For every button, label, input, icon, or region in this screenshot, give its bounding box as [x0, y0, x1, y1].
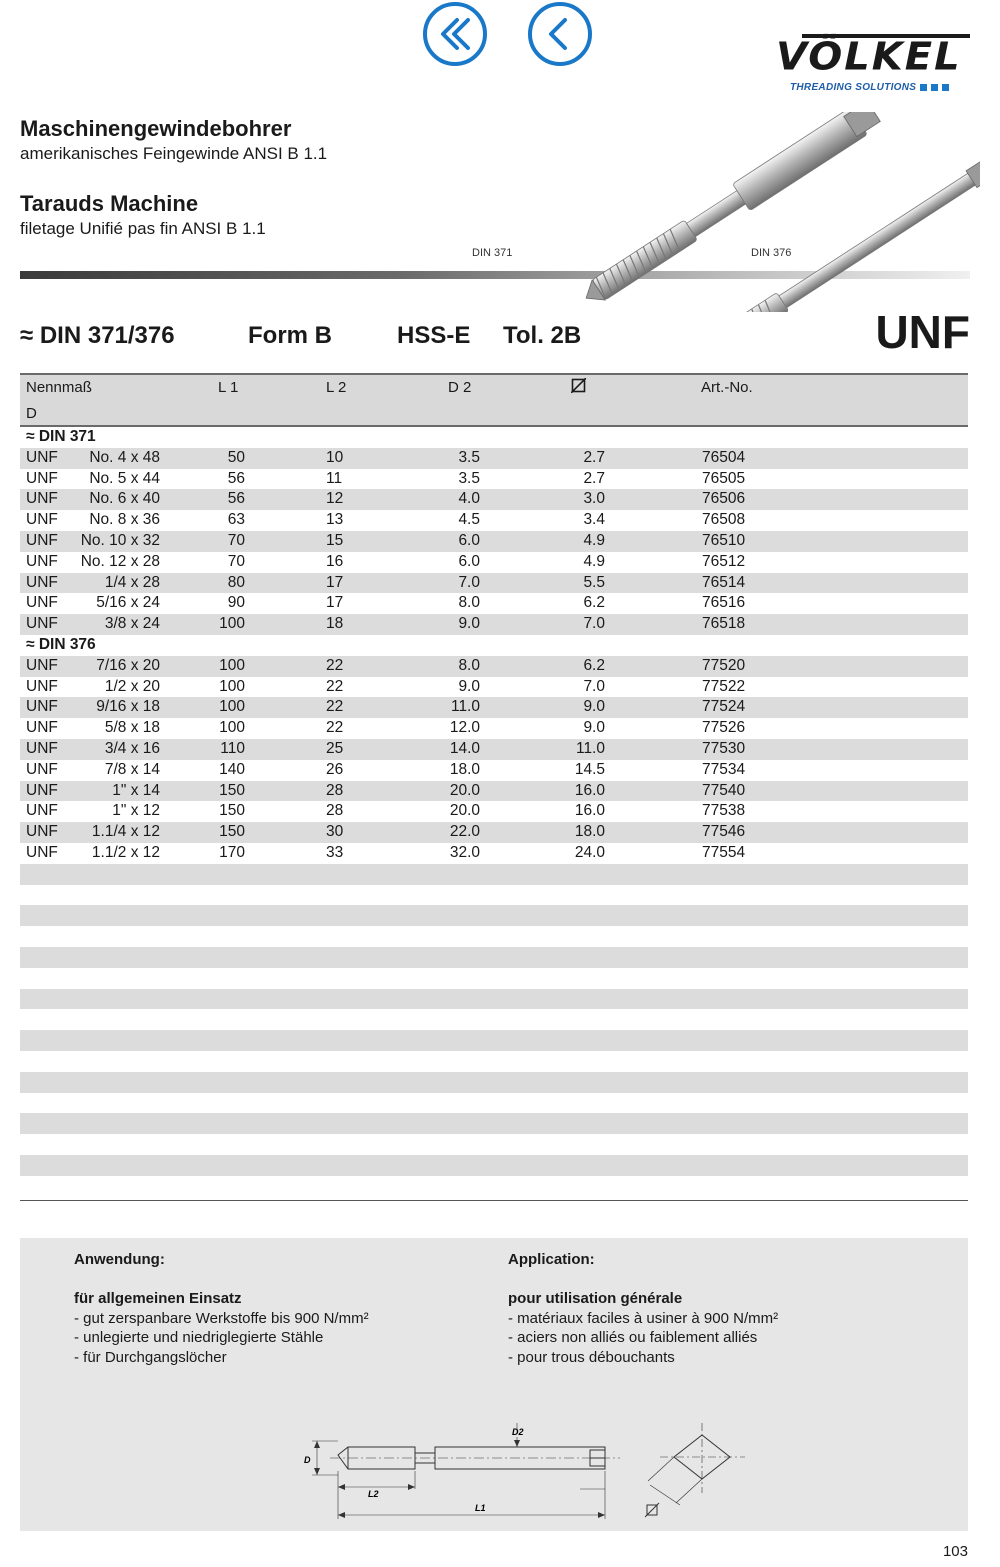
- row-d2: 22.0: [449, 823, 480, 841]
- table-row: [20, 448, 968, 469]
- row-l2: 26: [326, 760, 344, 778]
- table-row: [20, 739, 968, 760]
- chevron-left-icon: [540, 14, 580, 54]
- row-d2: 8.0: [458, 656, 480, 674]
- row-square: 4.9: [583, 552, 605, 570]
- row-d2: 11.0: [450, 698, 480, 716]
- table-row: [20, 510, 968, 531]
- spec-form: Form B: [248, 322, 332, 349]
- row-prefix: UNF: [26, 823, 58, 841]
- table-row: [20, 718, 968, 739]
- tap-label-din-376: DIN 376: [751, 247, 792, 259]
- row-square: 24.0: [574, 843, 605, 861]
- row-l2: 22: [326, 719, 344, 737]
- row-square: 11.0: [575, 739, 605, 757]
- empty-row: [20, 864, 968, 885]
- row-prefix: UNF: [26, 511, 58, 529]
- row-l2: 22: [326, 698, 344, 716]
- logo-tagline-text: THREADING SOLUTIONS: [790, 82, 917, 93]
- application-box: [20, 1238, 968, 1531]
- row-art-no: 77526: [702, 719, 746, 737]
- group-label: ≈ DIN 371: [26, 428, 96, 445]
- row-square: 2.7: [583, 469, 605, 487]
- first-page-button[interactable]: [423, 2, 487, 66]
- row-d2: 3.5: [458, 469, 480, 487]
- group-label: ≈ DIN 376: [26, 635, 96, 653]
- row-square: 3.4: [583, 511, 605, 529]
- row-l2: 30: [326, 823, 344, 841]
- row-square: 16.0: [574, 781, 605, 799]
- row-square: 9.0: [583, 719, 605, 737]
- empty-row: [20, 905, 968, 926]
- empty-row: [20, 1093, 968, 1114]
- row-d2: 9.0: [458, 615, 480, 633]
- row-d2: 6.0: [458, 531, 480, 549]
- row-l1: 70: [227, 552, 245, 570]
- application-fr-subheading: pour utilisation générale: [508, 1290, 683, 1307]
- tap-illustration: [470, 112, 980, 312]
- application-de-item: - unlegierte und niedriglegierte Stähle: [74, 1329, 324, 1346]
- row-art-no: 76516: [702, 594, 746, 612]
- row-art-no: 77534: [702, 760, 746, 778]
- header-d2: D 2: [448, 379, 472, 396]
- table-row: [20, 843, 968, 864]
- thread-type-label: UNF: [875, 306, 970, 358]
- application-de-subheading: für allgemeinen Einsatz: [74, 1290, 242, 1307]
- row-prefix: UNF: [26, 615, 58, 633]
- subtitle-fr: filetage Unifié pas fin ANSI B 1.1: [20, 219, 266, 238]
- row-art-no: 76505: [702, 469, 746, 487]
- table-row: [20, 573, 968, 594]
- application-de-item: - für Durchgangslöcher: [74, 1348, 227, 1366]
- row-art-no: 77540: [702, 781, 746, 799]
- drawing-label-d2: D2: [512, 1427, 524, 1437]
- group-row: [20, 635, 968, 656]
- row-d2: 8.0: [458, 594, 480, 612]
- tap-label-din-371: DIN 371: [472, 247, 513, 259]
- row-l1: 56: [227, 490, 245, 508]
- row-d2: 7.0: [458, 573, 480, 591]
- drawing-label-l2: L2: [368, 1489, 379, 1499]
- row-l1: 150: [219, 823, 245, 841]
- empty-row: [20, 1009, 968, 1030]
- application-fr-item: - matériaux faciles à usiner à 900 N/mm²: [508, 1309, 779, 1327]
- table-row: [20, 760, 968, 781]
- row-l1: 170: [219, 843, 245, 861]
- row-l2: 33: [326, 843, 344, 861]
- application-fr: [508, 1250, 778, 1367]
- empty-row: [20, 968, 968, 989]
- header-art: Art.-No.: [701, 379, 753, 396]
- application-de-heading: Anwendung:: [74, 1251, 165, 1268]
- empty-row: [20, 989, 968, 1010]
- row-l2: 10: [326, 448, 344, 466]
- row-prefix: UNF: [26, 698, 58, 716]
- row-l2: 22: [326, 677, 344, 695]
- row-art-no: 76510: [702, 531, 746, 549]
- empty-row: [20, 1134, 968, 1155]
- row-art-no: 76512: [702, 552, 746, 570]
- empty-row: [20, 1030, 968, 1051]
- row-art-no: 77524: [702, 698, 746, 716]
- row-art-no: 77522: [702, 677, 746, 695]
- drawing-label-l1: L1: [475, 1503, 486, 1513]
- row-prefix: UNF: [26, 719, 58, 737]
- table-row: [20, 801, 968, 822]
- row-prefix: UNF: [26, 781, 58, 799]
- row-l1: 150: [219, 781, 245, 799]
- row-size: 5/8 x 18: [104, 719, 160, 737]
- empty-row: [20, 947, 968, 968]
- row-l1: 100: [219, 698, 245, 716]
- spec-din: ≈ DIN 371/376: [20, 322, 175, 349]
- previous-page-button[interactable]: [528, 2, 592, 66]
- row-prefix: UNF: [26, 594, 58, 612]
- header-nominal-sub: D: [26, 405, 37, 422]
- row-art-no: 77546: [702, 823, 746, 841]
- application-fr-item: - pour trous débouchants: [508, 1348, 675, 1366]
- application-fr-item: - aciers non alliés ou faiblement alliés: [508, 1329, 758, 1346]
- row-d2: 20.0: [449, 802, 480, 820]
- application-fr-heading: Application:: [508, 1251, 595, 1268]
- row-square: 6.2: [583, 656, 605, 674]
- row-prefix: UNF: [26, 656, 58, 674]
- empty-row: [20, 1155, 968, 1176]
- row-size: 1" x 12: [112, 802, 160, 820]
- empty-row: [20, 1113, 968, 1134]
- product-table: [20, 373, 968, 1196]
- row-size: No. 6 x 40: [89, 490, 160, 508]
- technical-drawing: [290, 1423, 770, 1531]
- row-l2: 16: [326, 552, 344, 570]
- row-size: 1.1/2 x 12: [91, 843, 160, 861]
- table-row: [20, 697, 968, 718]
- row-art-no: 76506: [702, 490, 746, 508]
- table-row: [20, 469, 968, 490]
- row-size: 7/8 x 14: [104, 760, 160, 778]
- square-size-icon: [571, 378, 586, 397]
- application-de: [74, 1250, 369, 1367]
- row-size: No. 10 x 32: [80, 531, 160, 549]
- row-prefix: UNF: [26, 531, 58, 549]
- row-l1: 80: [227, 573, 245, 591]
- table-row: [20, 593, 968, 614]
- row-square: 4.9: [583, 531, 605, 549]
- row-prefix: UNF: [26, 490, 58, 508]
- row-art-no: 76508: [702, 511, 746, 529]
- row-square: 16.0: [574, 802, 605, 820]
- empty-row: [20, 926, 968, 947]
- row-l1: 70: [227, 531, 245, 549]
- row-l1: 56: [227, 469, 245, 487]
- row-square: 3.0: [583, 490, 605, 508]
- square-dimension-icon: [645, 1503, 659, 1517]
- row-size: No. 12 x 28: [80, 552, 160, 570]
- empty-row: [20, 1051, 968, 1072]
- row-l2: 22: [326, 656, 344, 674]
- row-l1: 63: [227, 511, 245, 529]
- row-l1: 150: [219, 802, 245, 820]
- row-square: 18.0: [574, 823, 605, 841]
- row-size: 5/16 x 24: [96, 594, 160, 612]
- row-l2: 17: [326, 573, 344, 591]
- row-art-no: 77530: [702, 739, 746, 757]
- table-row: [20, 677, 968, 698]
- group-row: [20, 427, 968, 448]
- table-row: [20, 656, 968, 677]
- row-l2: 18: [326, 615, 344, 633]
- row-size: 1/4 x 28: [104, 573, 160, 591]
- empty-row: [20, 1072, 968, 1093]
- row-l2: 25: [326, 739, 344, 757]
- row-square: 5.5: [583, 573, 605, 591]
- row-d2: 6.0: [458, 552, 480, 570]
- table-row: [20, 489, 968, 510]
- row-d2: 18.0: [449, 760, 480, 778]
- page-number: 103: [942, 1543, 968, 1560]
- row-l2: 15: [326, 531, 344, 549]
- row-art-no: 76518: [702, 615, 746, 633]
- spec-tolerance: Tol. 2B: [503, 322, 582, 349]
- row-l1: 90: [227, 594, 245, 612]
- subtitle-de: amerikanisches Feingewinde ANSI B 1.1: [20, 144, 328, 163]
- row-square: 14.5: [574, 760, 605, 778]
- row-square: 6.2: [583, 594, 605, 612]
- row-size: 9/16 x 18: [96, 698, 160, 716]
- logo-tagline: [790, 82, 949, 93]
- row-prefix: UNF: [26, 448, 58, 466]
- row-size: 1/2 x 20: [104, 677, 160, 695]
- row-d2: 4.0: [458, 490, 480, 508]
- row-l1: 100: [219, 719, 245, 737]
- table-body: [20, 427, 968, 1196]
- row-square: 7.0: [583, 615, 605, 633]
- row-art-no: 77554: [702, 843, 746, 861]
- row-d2: 4.5: [458, 511, 480, 529]
- title-de: Maschinengewindebohrer: [20, 116, 292, 141]
- row-l2: 11: [326, 469, 343, 487]
- row-l1: 100: [219, 656, 245, 674]
- row-art-no: 77538: [702, 802, 746, 820]
- row-d2: 3.5: [458, 448, 480, 466]
- empty-row: [20, 1176, 968, 1197]
- row-prefix: UNF: [26, 760, 58, 778]
- row-d2: 12.0: [449, 719, 480, 737]
- row-d2: 9.0: [458, 677, 480, 695]
- brand-logo: [772, 30, 972, 96]
- row-prefix: UNF: [26, 552, 58, 570]
- row-art-no: 77520: [702, 656, 746, 674]
- table-row: [20, 781, 968, 802]
- table-end-rule: [20, 1200, 968, 1201]
- logo-brand: VÖLKEL: [776, 35, 962, 79]
- table-row: [20, 531, 968, 552]
- table-header: [20, 373, 968, 427]
- table-row: [20, 822, 968, 843]
- row-art-no: 76514: [702, 573, 746, 591]
- row-size: 3/8 x 24: [104, 615, 160, 633]
- table-row: [20, 552, 968, 573]
- row-size: 7/16 x 20: [96, 656, 160, 674]
- double-chevron-left-icon: [435, 14, 475, 54]
- row-l2: 13: [326, 511, 344, 529]
- row-d2: 20.0: [449, 781, 480, 799]
- drawing-label-d: D: [304, 1455, 311, 1465]
- row-size: 1.1/4 x 12: [91, 823, 160, 841]
- row-size: No. 5 x 44: [89, 469, 160, 487]
- row-l1: 140: [219, 760, 245, 778]
- row-l2: 12: [326, 490, 344, 508]
- row-l1: 100: [219, 677, 245, 695]
- row-l1: 50: [227, 448, 245, 466]
- row-l1: 110: [220, 739, 245, 757]
- row-square: 2.7: [583, 448, 605, 466]
- row-size: 1" x 14: [112, 781, 160, 799]
- header-l2: L 2: [326, 379, 347, 396]
- row-prefix: UNF: [26, 469, 58, 487]
- table-row: [20, 614, 968, 635]
- application-de-item: - gut zerspanbare Werkstoffe bis 900 N/mm²: [74, 1309, 369, 1327]
- row-l2: 17: [326, 594, 344, 612]
- spec-material: HSS-E: [397, 322, 471, 349]
- row-square: 9.0: [583, 698, 605, 716]
- row-prefix: UNF: [26, 573, 58, 591]
- row-d2: 14.0: [449, 739, 480, 757]
- row-l2: 28: [326, 802, 344, 820]
- row-size: 3/4 x 16: [104, 739, 160, 757]
- header-l1: L 1: [218, 379, 239, 396]
- row-prefix: UNF: [26, 739, 58, 757]
- empty-row: [20, 885, 968, 906]
- title-fr: Tarauds Machine: [20, 191, 199, 216]
- row-l2: 28: [326, 781, 344, 799]
- row-size: No. 4 x 48: [89, 448, 160, 466]
- row-l1: 100: [219, 615, 245, 633]
- row-prefix: UNF: [26, 802, 58, 820]
- row-square: 7.0: [583, 677, 605, 695]
- header-nominal: Nennmaß: [26, 379, 92, 396]
- row-art-no: 76504: [702, 448, 746, 466]
- row-d2: 32.0: [449, 843, 480, 861]
- row-prefix: UNF: [26, 843, 58, 861]
- row-size: No. 8 x 36: [89, 511, 160, 529]
- row-prefix: UNF: [26, 677, 58, 695]
